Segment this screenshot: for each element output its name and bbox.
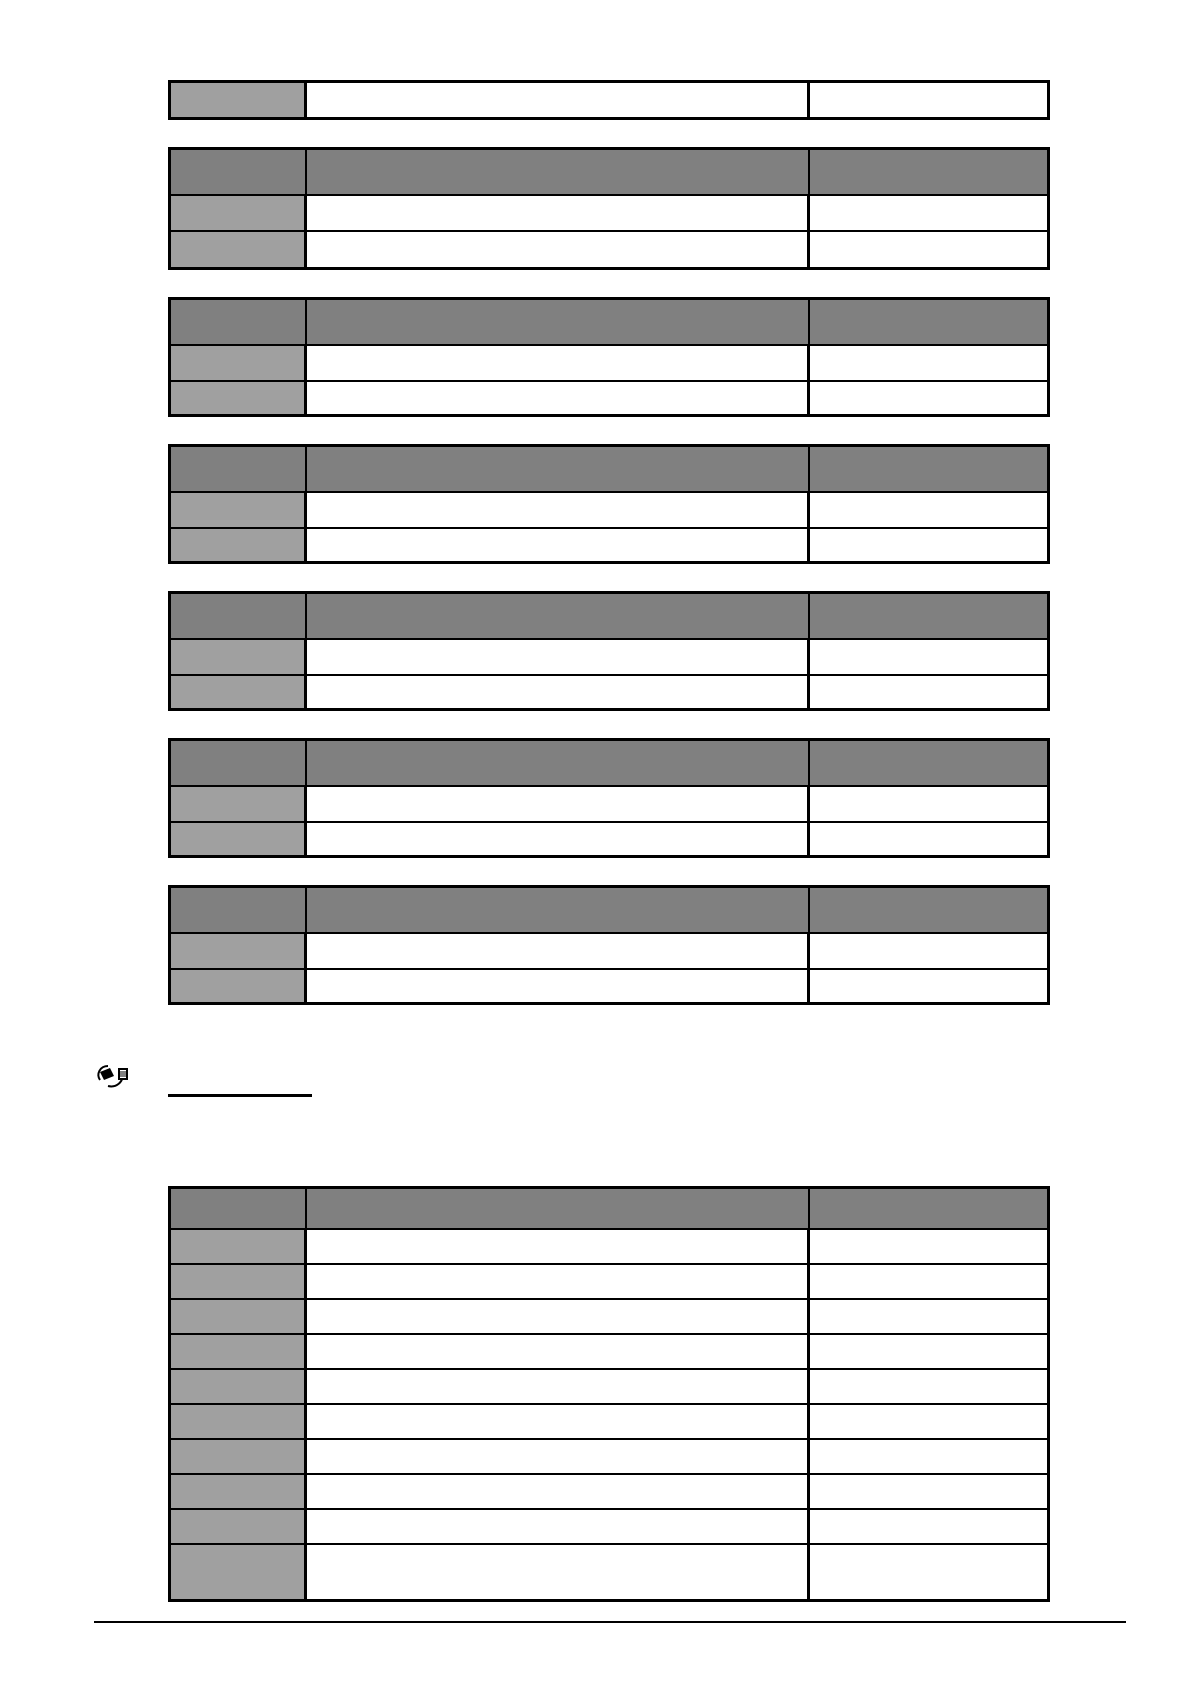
table-header-row <box>171 1189 1047 1228</box>
table-row <box>171 1438 1047 1473</box>
table-header-cell <box>171 741 307 785</box>
table-cell-label <box>171 196 307 230</box>
table-header-cell <box>307 888 810 932</box>
table-cell-description <box>307 1475 810 1508</box>
table-cell-label <box>171 787 307 821</box>
table-row <box>171 1508 1047 1543</box>
table-row <box>171 83 1047 117</box>
table-cell-description <box>307 529 810 561</box>
table-cell-label <box>171 970 307 1002</box>
table-1 <box>168 80 1050 120</box>
table-header-row <box>171 594 1047 638</box>
footer-rule <box>94 1621 1126 1623</box>
table-cell-description <box>307 232 810 267</box>
table-header-cell <box>171 888 307 932</box>
table-cell-description <box>307 1405 810 1438</box>
table-header-row <box>171 888 1047 932</box>
table-cell-value <box>810 83 1047 117</box>
table-row <box>171 527 1047 561</box>
table-row <box>171 968 1047 1002</box>
table-cell-value <box>810 529 1047 561</box>
table-header-cell <box>171 150 307 194</box>
table-cell-description <box>307 1510 810 1543</box>
table-header-cell <box>171 1189 307 1228</box>
table-cell-label <box>171 232 307 267</box>
table-header-cell <box>307 150 810 194</box>
table-cell-description <box>307 346 810 380</box>
table-row <box>171 1368 1047 1403</box>
table-cell-label <box>171 640 307 674</box>
table-cell-value <box>810 1300 1047 1333</box>
table-cell-value <box>810 1405 1047 1438</box>
table-cell-value <box>810 1440 1047 1473</box>
table-row <box>171 380 1047 414</box>
table-cell-label <box>171 493 307 527</box>
table-header-cell <box>810 447 1047 491</box>
note-icon <box>94 1060 138 1090</box>
table-header-row <box>171 447 1047 491</box>
table-cell-description <box>307 1335 810 1368</box>
section-heading-underline <box>168 1094 312 1097</box>
table-row <box>171 344 1047 380</box>
table-cell-description <box>307 970 810 1002</box>
table-header-cell <box>307 447 810 491</box>
table-cell-value <box>810 934 1047 968</box>
table-cell-label <box>171 1265 307 1298</box>
table-cell-value <box>810 676 1047 708</box>
table-cell-description <box>307 823 810 855</box>
table-row <box>171 1333 1047 1368</box>
table-header-row <box>171 150 1047 194</box>
table-cell-description <box>307 1440 810 1473</box>
table-header-cell <box>171 447 307 491</box>
table-cell-value <box>810 787 1047 821</box>
table-cell-label <box>171 823 307 855</box>
table-cell-label <box>171 1405 307 1438</box>
table-row <box>171 785 1047 821</box>
table-cell-label <box>171 1300 307 1333</box>
table-header-cell <box>307 1189 810 1228</box>
table-row <box>171 821 1047 855</box>
table-cell-value <box>810 1370 1047 1403</box>
table-row <box>171 638 1047 674</box>
table-cell-value <box>810 232 1047 267</box>
table-5 <box>168 591 1050 711</box>
table-header-cell <box>810 594 1047 638</box>
table-cell-description <box>307 787 810 821</box>
table-cell-description <box>307 676 810 708</box>
table-8 <box>168 1186 1050 1602</box>
table-cell-label <box>171 676 307 708</box>
table-cell-description <box>307 640 810 674</box>
table-cell-description <box>307 83 810 117</box>
table-cell-value <box>810 1510 1047 1543</box>
table-cell-value <box>810 382 1047 414</box>
table-header-cell <box>307 594 810 638</box>
table-cell-label <box>171 934 307 968</box>
table-row <box>171 932 1047 968</box>
table-header-cell <box>810 1189 1047 1228</box>
table-header-cell <box>810 300 1047 344</box>
table-cell-label <box>171 382 307 414</box>
table-cell-value <box>810 640 1047 674</box>
table-cell-label <box>171 1440 307 1473</box>
table-header-cell <box>810 888 1047 932</box>
table-cell-description <box>307 1265 810 1298</box>
table-cell-label <box>171 1230 307 1263</box>
table-row <box>171 1543 1047 1599</box>
table-cell-label <box>171 1510 307 1543</box>
table-cell-description <box>307 493 810 527</box>
table-3 <box>168 297 1050 417</box>
table-cell-label <box>171 83 307 117</box>
table-6 <box>168 738 1050 858</box>
table-cell-label <box>171 529 307 561</box>
table-row <box>171 1263 1047 1298</box>
table-header-cell <box>810 150 1047 194</box>
table-cell-description <box>307 1545 810 1599</box>
table-cell-value <box>810 1545 1047 1599</box>
table-cell-label <box>171 1475 307 1508</box>
table-row <box>171 194 1047 230</box>
table-cell-description <box>307 934 810 968</box>
table-header-cell <box>171 594 307 638</box>
table-header-cell <box>307 300 810 344</box>
table-row <box>171 491 1047 527</box>
table-cell-description <box>307 1370 810 1403</box>
table-cell-value <box>810 493 1047 527</box>
table-4 <box>168 444 1050 564</box>
table-cell-value <box>810 1335 1047 1368</box>
table-header-cell <box>810 741 1047 785</box>
table-header-cell <box>171 300 307 344</box>
table-cell-label <box>171 1545 307 1599</box>
table-cell-value <box>810 1475 1047 1508</box>
table-header-row <box>171 300 1047 344</box>
table-cell-value <box>810 346 1047 380</box>
table-row <box>171 1298 1047 1333</box>
table-row <box>171 230 1047 267</box>
table-7 <box>168 885 1050 1005</box>
table-header-row <box>171 741 1047 785</box>
table-row <box>171 1473 1047 1508</box>
table-row <box>171 1228 1047 1263</box>
table-cell-label <box>171 1335 307 1368</box>
table-cell-description <box>307 196 810 230</box>
table-header-cell <box>307 741 810 785</box>
table-cell-value <box>810 1265 1047 1298</box>
table-cell-value <box>810 970 1047 1002</box>
table-cell-description <box>307 1300 810 1333</box>
table-cell-description <box>307 1230 810 1263</box>
table-row <box>171 674 1047 708</box>
table-cell-description <box>307 382 810 414</box>
table-cell-value <box>810 1230 1047 1263</box>
table-row <box>171 1403 1047 1438</box>
table-cell-label <box>171 1370 307 1403</box>
table-cell-value <box>810 196 1047 230</box>
table-2 <box>168 147 1050 270</box>
table-cell-label <box>171 346 307 380</box>
table-cell-value <box>810 823 1047 855</box>
